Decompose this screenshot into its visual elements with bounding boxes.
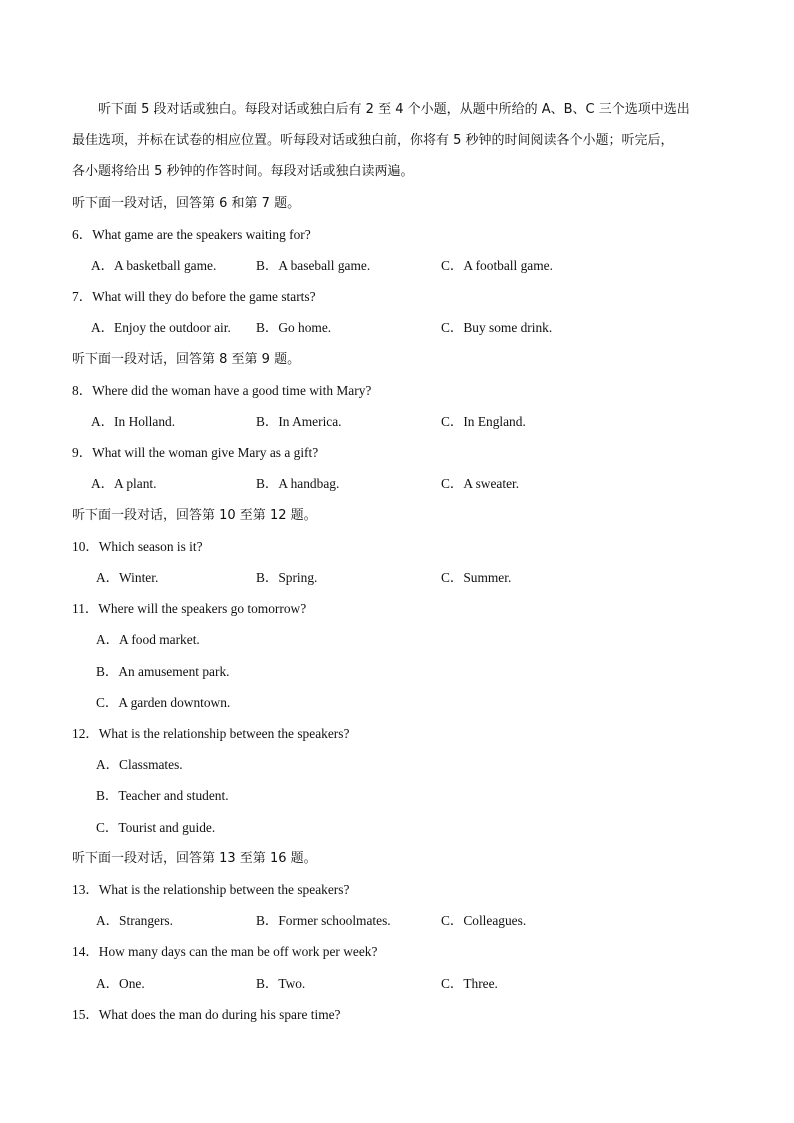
option-a: A．A basketball game. <box>91 258 217 273</box>
instructions-line-3: 各小题将给出 5 秒钟的作答时间。每段对话或独白读两遍。 <box>72 164 414 179</box>
option-a: A．A food market. <box>96 632 200 647</box>
option-b: B．Former schoolmates. <box>256 913 391 928</box>
section-heading: 听下面一段对话，回答第 8 至第 9 题。 <box>72 352 301 367</box>
option-c: C．A sweater. <box>441 476 520 491</box>
question-stem: 6．What game are the speakers waiting for? <box>72 227 311 242</box>
option-c: C．A garden downtown. <box>96 695 231 710</box>
option-a: A．A plant. <box>91 476 157 491</box>
instructions-line-2: 最佳选项，并标在试卷的相应位置。听每段对话或独白前，你将有 5 秒钟的时间阅读各个小题；听完后， <box>72 133 674 148</box>
question-stem: 14．How many days can the man be off work per week? <box>72 944 378 959</box>
option-c: C．A football game. <box>441 258 553 273</box>
option-b: B．A baseball game. <box>256 258 371 273</box>
option-c: C．In England. <box>441 414 526 429</box>
question-stem: 8．Where did the woman have a good time with Mary? <box>72 383 372 398</box>
option-b: B．Two. <box>256 976 306 991</box>
option-a: A．Winter. <box>96 570 159 585</box>
option-a: A．In Holland. <box>91 414 176 429</box>
question-stem: 11．Where will the speakers go tomorrow? <box>72 601 307 616</box>
section-heading: 听下面一段对话，回答第 10 至第 12 题。 <box>72 508 317 523</box>
option-b: B．Spring. <box>256 570 318 585</box>
option-b: B．In America. <box>256 414 342 429</box>
option-c: C．Buy some drink. <box>441 320 553 335</box>
option-b: B．Teacher and student. <box>96 788 229 803</box>
option-a: A．Classmates. <box>96 757 183 772</box>
option-b: B．An amusement park. <box>96 664 230 679</box>
option-b: B．A handbag. <box>256 476 340 491</box>
option-a: A．One. <box>96 976 145 991</box>
question-stem: 15．What does the man do during his spare time? <box>72 1007 341 1022</box>
section-heading: 听下面一段对话，回答第 13 至第 16 题。 <box>72 851 317 866</box>
section-heading: 听下面一段对话，回答第 6 和第 7 题。 <box>72 196 301 211</box>
question-stem: 12．What is the relationship between the speakers? <box>72 726 350 741</box>
option-b: B．Go home. <box>256 320 332 335</box>
question-stem: 7．What will they do before the game starts? <box>72 289 316 304</box>
question-stem: 9．What will the woman give Mary as a gift? <box>72 445 319 460</box>
option-c: C．Three. <box>441 976 498 991</box>
option-a: A．Enjoy the outdoor air. <box>91 320 231 335</box>
option-c: C．Tourist and guide. <box>96 820 216 835</box>
option-a: A．Strangers. <box>96 913 173 928</box>
question-stem: 13．What is the relationship between the speakers? <box>72 882 350 897</box>
instructions-line-1: 听下面 5 段对话或独白。每段对话或独白后有 2 至 4 个小题，从题中所给的 A、B、C 三个选项中选出 <box>98 102 690 117</box>
question-stem: 10．Which season is it? <box>72 539 203 554</box>
option-c: C．Summer. <box>441 570 512 585</box>
option-c: C．Colleagues. <box>441 913 527 928</box>
